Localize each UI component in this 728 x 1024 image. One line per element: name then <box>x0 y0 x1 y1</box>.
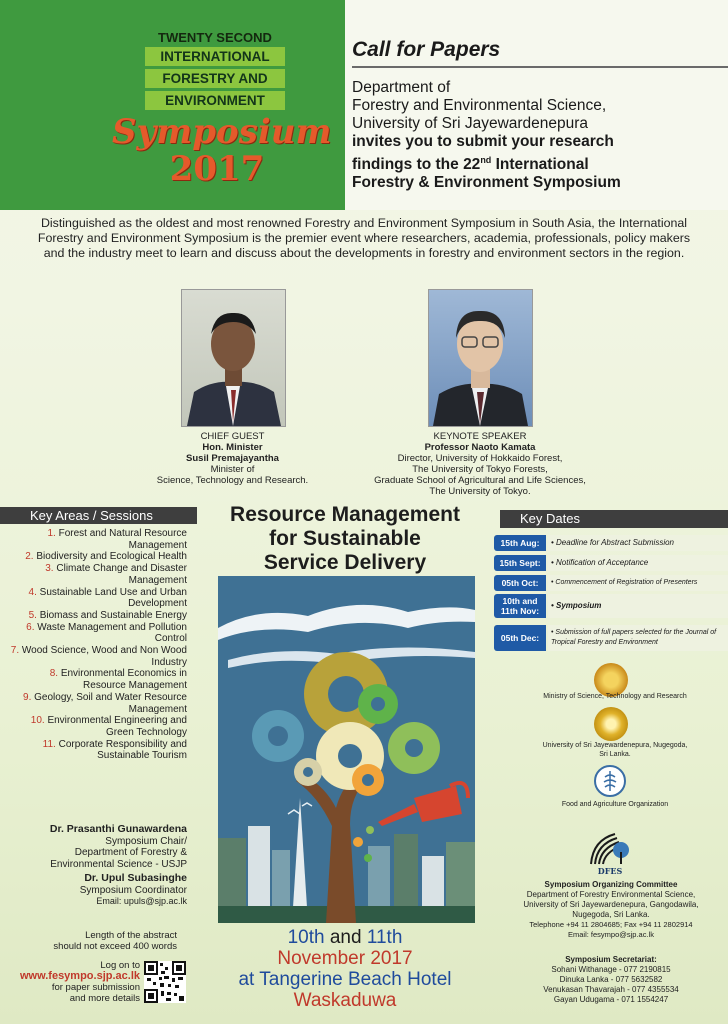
key-area-text: Sustainable Land Use and Urban Development <box>39 586 187 610</box>
organizing-email: Email: fesympo@sjp.ac.lk <box>568 930 654 939</box>
abstract-length-note <box>30 930 177 952</box>
key-area-text: Biodiversity and Ecological Health <box>36 551 187 563</box>
logon-pre: Log on to <box>100 960 140 971</box>
invite-line-part: International <box>491 156 589 174</box>
key-area-item <box>10 563 187 586</box>
chair-line: Environmental Science - USJP <box>50 858 187 870</box>
key-area-item <box>10 668 187 691</box>
key-dates-heading <box>500 510 728 528</box>
keynote-speaker-photo <box>428 289 533 427</box>
key-area-number: 11. <box>42 738 56 750</box>
invitation-text <box>352 133 724 192</box>
chief-guest-title: Hon. Minister <box>202 442 263 453</box>
key-date-text: • Commencement of Registration of Presenters <box>548 575 728 591</box>
symposium-wordmark: Symposium <box>112 112 332 152</box>
key-areas-heading-text: Key Areas / Sessions <box>30 508 153 523</box>
key-date-date: 05th Dec: <box>494 625 546 651</box>
key-area-item <box>10 587 187 610</box>
key-date-date: 10th and 11th Nov: <box>494 594 546 618</box>
key-date-row <box>494 594 728 618</box>
chief-guest-name: Susil Premajayantha <box>186 453 279 464</box>
event-and: and <box>324 927 367 948</box>
partner-caption: Ministry of Science, Technology and Research <box>543 693 687 700</box>
keynote-line: The University of Tokyo. <box>429 486 531 497</box>
organizing-committee <box>498 880 724 940</box>
event-day-1: 10th <box>287 927 325 948</box>
key-area-item <box>10 715 187 738</box>
note-line: Length of the abstract <box>85 930 177 941</box>
dfes-logo-icon <box>585 830 635 876</box>
chief-guest-photo <box>181 289 286 427</box>
keynote-line: Director, University of Hokkaido Forest, <box>397 453 563 464</box>
title-band-3: ENVIRONMENT <box>145 91 285 110</box>
ordinal-suffix: nd <box>480 155 492 165</box>
key-area-text: Environmental Economics in Resource Management <box>60 668 187 692</box>
keynote-line: Graduate School of Agricultural and Life Sciences, <box>374 475 586 486</box>
key-date-text: • Deadline for Abstract Submission <box>548 535 728 551</box>
theme-title <box>205 503 485 575</box>
key-area-number: 1. <box>47 528 56 539</box>
chair-line: Symposium Chair/ <box>105 835 187 847</box>
secretariat-member: Gayan Udugama - 071 1554247 <box>553 995 669 1004</box>
key-areas-heading <box>0 507 197 524</box>
coordinator-email: Email: upuls@sjp.ac.lk <box>96 896 187 906</box>
keynote-role: KEYNOTE SPEAKER <box>433 431 527 442</box>
intro-paragraph: Distinguished as the oldest and most renowned Forestry and Environment Symposium in South Asia, the International Forestry and Environment Symposium is the premier event where researchers, academia, professionals, policy makers and the industry meet to learn and discuss about the developments in forestry and environment sectors in the region. <box>37 216 691 260</box>
chair-line: Department of Forestry & <box>74 847 187 858</box>
logon-info <box>10 960 140 1004</box>
key-area-number: 9. <box>23 691 32 703</box>
chief-guest-caption <box>130 431 335 486</box>
title-divider <box>352 66 728 68</box>
chief-guest-line: Minister of <box>210 464 255 475</box>
symposium-chair <box>10 824 187 870</box>
department-line: Forestry and Environmental Science, <box>352 97 607 114</box>
key-area-item <box>10 622 187 645</box>
key-area-text: Waste Management and Pollution Control <box>37 621 187 645</box>
key-date-text: • Notification of Acceptance <box>548 555 728 571</box>
key-area-number: 10. <box>30 715 45 727</box>
symposium-secretariat <box>498 955 724 1005</box>
ministry-emblem-icon <box>594 663 628 697</box>
key-area-item <box>10 692 187 715</box>
key-dates-heading-text: Key Dates <box>520 511 580 526</box>
keynote-name: Professor Naoto Kamata <box>424 442 536 453</box>
organizing-line: University of Sri Jayewardenepura, Gangodawila, <box>523 900 699 909</box>
event-place: Waskaduwa <box>293 990 397 1011</box>
edition-label: TWENTY SECOND <box>158 30 272 45</box>
chief-guest-line: Science, Technology and Research. <box>156 475 309 486</box>
symposium-year: 2017 <box>169 149 265 189</box>
organizing-phone: Telephone +94 11 2804685; Fax +94 11 2802914 <box>529 920 693 929</box>
key-area-number: 8. <box>49 668 59 680</box>
secretariat-member: Venukasan Thavarajah - 077 4355534 <box>543 985 679 994</box>
key-date-date: 15th Aug: <box>494 535 546 551</box>
key-date-row <box>494 555 728 571</box>
symposium-coordinator <box>10 873 187 908</box>
key-date-row <box>494 575 728 591</box>
invite-line: Forestry & Environment Symposium <box>352 174 621 192</box>
key-area-number: 2. <box>25 551 34 563</box>
key-areas-list <box>10 528 187 762</box>
secretariat-member: Dinuka Lanka - 077 5632582 <box>559 975 663 984</box>
key-area-number: 4. <box>28 586 37 598</box>
keynote-line: The University of Tokyo Forests, <box>412 464 548 475</box>
event-dates-venue <box>200 927 490 1011</box>
organizing-title: Symposium Organizing Committee <box>544 880 678 889</box>
title-band-1: INTERNATIONAL <box>145 47 285 66</box>
website-link[interactable]: www.fesympo.sjp.ac.lk <box>19 970 140 982</box>
key-area-text: Corporate Responsibility and Sustainable Tourism <box>58 738 187 762</box>
invite-line: invites you to submit your research <box>352 133 614 150</box>
key-date-date: 05th Oct: <box>494 575 546 591</box>
chair-name: Dr. Prasanthi Gunawardena <box>49 823 187 835</box>
secretariat-title: Symposium Secretariat: <box>565 955 657 964</box>
dfes-label: DFES <box>597 866 623 876</box>
call-for-papers-title: Call for Papers <box>352 38 501 61</box>
key-area-text: Climate Change and Disaster Management <box>56 563 187 586</box>
key-date-row <box>494 625 728 651</box>
key-date-date: 15th Sept: <box>494 555 546 571</box>
key-area-text: Environmental Engineering and Green Technology <box>47 715 187 738</box>
note-line: should not exceed 400 words <box>53 941 177 952</box>
department-name <box>352 79 724 133</box>
key-area-item <box>10 645 187 668</box>
key-area-text: Forest and Natural Resource Management <box>58 528 187 551</box>
department-line: Department of <box>352 79 451 96</box>
key-area-text: Biomass and Sustainable Energy <box>39 609 187 621</box>
header-green-panel <box>0 0 345 210</box>
event-day-2: 11th <box>366 927 403 948</box>
theme-line: Service Delivery <box>263 551 427 574</box>
key-date-text: • Symposium <box>548 594 728 618</box>
key-area-item <box>10 739 187 762</box>
key-area-number: 6. <box>26 621 35 633</box>
theme-line: Resource Management <box>230 503 460 526</box>
partner-caption: University of Sri Jayewardenepura, Nugegoda, Sri Lanka. <box>542 742 688 758</box>
event-day-line <box>200 927 490 948</box>
event-venue: at Tangerine Beach Hotel <box>238 969 452 990</box>
keynote-caption <box>360 431 600 497</box>
title-band-2: FORESTRY AND <box>145 69 285 88</box>
key-date-text: • Submission of full papers selected for the Journal of Tropical Forestry and Environment <box>548 625 728 651</box>
key-area-number: 5. <box>28 609 37 621</box>
university-seal-icon <box>594 707 628 741</box>
coordinator-role: Symposium Coordinator <box>79 884 187 896</box>
key-area-item <box>10 551 187 563</box>
logon-post: for paper submission <box>51 982 140 993</box>
coordinator-name: Dr. Upul Subasinghe <box>84 872 187 884</box>
qr-code[interactable] <box>144 961 186 1003</box>
secretariat-member: Sohani Withanage - 077 2190815 <box>551 965 671 974</box>
key-area-item <box>10 610 187 622</box>
invite-line <box>352 151 724 174</box>
key-area-item <box>10 528 187 551</box>
event-month: November 2017 <box>277 948 413 969</box>
organizing-line: Department of Forestry Environmental Science, <box>526 890 696 899</box>
chief-guest-role: CHIEF GUEST <box>200 431 265 442</box>
key-area-number: 3. <box>45 563 54 575</box>
organizing-line: Nugegoda, Sri Lanka. <box>572 910 650 919</box>
fao-logo-icon <box>594 765 626 797</box>
gear-tree-illustration <box>218 576 475 923</box>
partner-caption: Food and Agriculture Organization <box>561 801 669 808</box>
key-area-text: Geology, Soil and Water Resource Management <box>34 691 187 715</box>
key-area-number: 7. <box>10 645 20 657</box>
logon-post: and more details <box>69 993 140 1004</box>
department-line: University of Sri Jayewardenepura <box>352 115 589 132</box>
key-area-text: Wood Science, Wood and Non Wood Industry <box>21 645 187 668</box>
invite-line-part: findings to the 22 <box>352 156 481 174</box>
key-date-row <box>494 535 728 551</box>
theme-line: for Sustainable <box>269 527 421 550</box>
